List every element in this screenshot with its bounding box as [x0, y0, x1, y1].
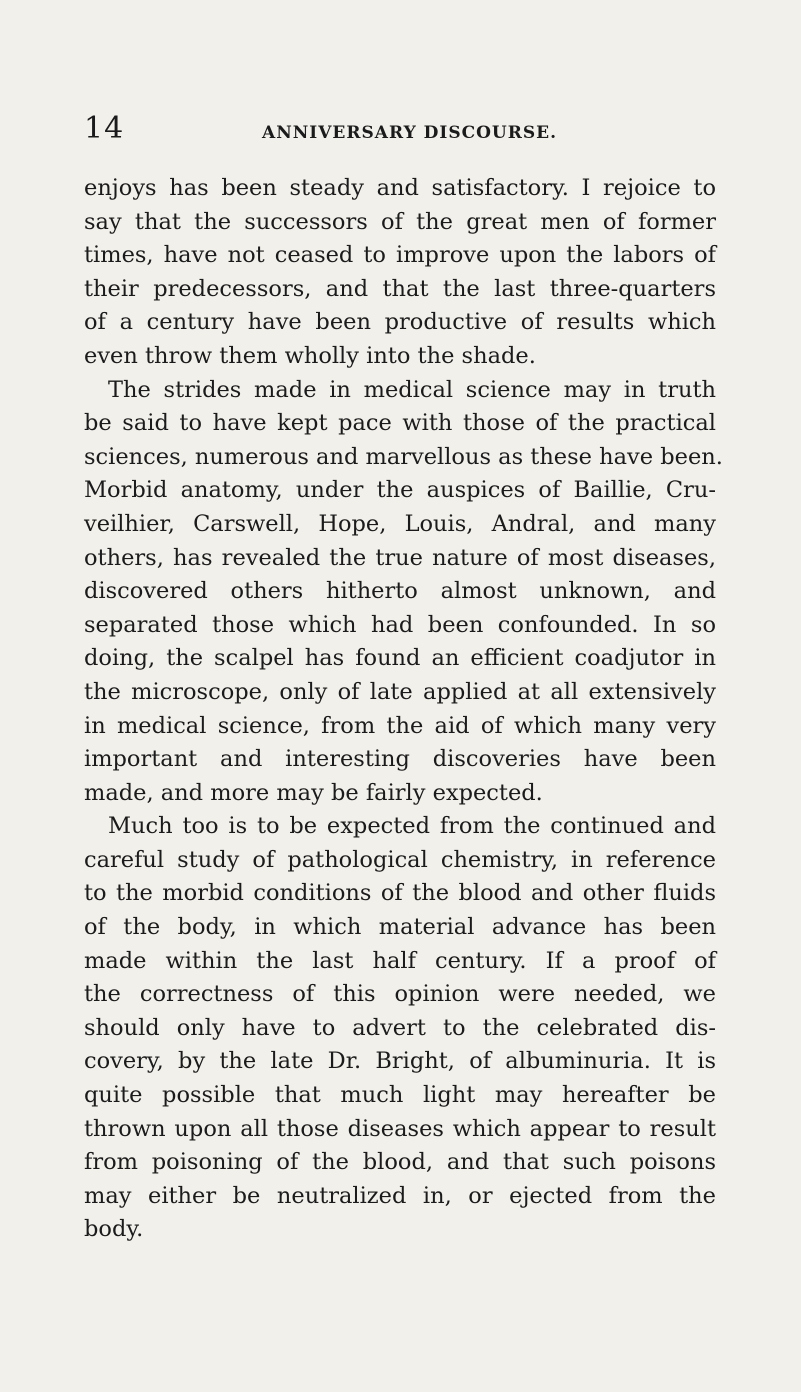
- text-line: their predecessors, and that the last three-quarters: [84, 275, 716, 302]
- text-line: separated those which had been confounded. In so: [84, 611, 716, 638]
- text-line: discovered others hitherto almost unknown, and: [84, 578, 716, 605]
- text-line: the microscope, only of late applied at all extensively: [84, 678, 716, 705]
- text-line: Morbid anatomy, under the auspices of Baillie, Cru-: [84, 477, 716, 504]
- text-line: The strides made in medical science may in truth: [108, 376, 716, 403]
- page-number: 14: [84, 111, 125, 146]
- text-line: be said to have kept pace with those of the practical: [84, 410, 716, 437]
- text-line: in medical science, from the aid of which many very: [84, 712, 716, 739]
- text-line: may either be neutralized in, or ejected from the: [84, 1182, 716, 1209]
- text-line: say that the successors of the great men of former: [84, 208, 716, 235]
- running-head: ANNIVERSARY DISCOURSE.: [262, 123, 558, 143]
- text-line: careful study of pathological chemistry, in reference: [84, 846, 716, 873]
- text-line: Much too is to be expected from the continued and: [108, 813, 716, 840]
- text-line: from poisoning of the blood, and that such poisons: [84, 1149, 716, 1176]
- text-line: important and interesting discoveries have been: [84, 746, 716, 773]
- text-line: of the body, in which material advance has been: [84, 914, 716, 941]
- text-line: enjoys has been steady and satisfactory. I rejoice to: [84, 175, 716, 201]
- text-line: covery, by the late Dr. Bright, of albuminuria. It is: [84, 1048, 716, 1075]
- text-line: the correctness of this opinion were needed, we: [84, 981, 716, 1008]
- text-line: veilhier, Carswell, Hope, Louis, Andral, and many: [84, 510, 716, 537]
- text-line: others, has revealed the true nature of most diseases,: [84, 544, 716, 571]
- text-line: doing, the scalpel has found an efficient coadjutor in: [84, 645, 716, 672]
- text-line: should only have to advert to the celebrated dis-: [84, 1014, 716, 1041]
- body-text: [84, 172, 723, 1247]
- text-line: body.: [84, 1216, 144, 1243]
- text-line: to the morbid conditions of the blood and other fluids: [84, 880, 716, 907]
- text-line: sciences, numerous and marvellous as these have been.: [84, 443, 723, 470]
- text-line: thrown upon all those diseases which appear to result: [84, 1115, 716, 1142]
- text-line: made, and more may be fairly expected.: [84, 779, 543, 806]
- text-line: quite possible that much light may hereafter be: [84, 1082, 716, 1109]
- text-line: made within the last half century. If a proof of: [84, 947, 716, 974]
- text-line: times, have not ceased to improve upon the labors of: [84, 242, 716, 269]
- text-line: of a century have been productive of results which: [84, 309, 716, 336]
- text-line: even throw them wholly into the shade.: [84, 342, 536, 369]
